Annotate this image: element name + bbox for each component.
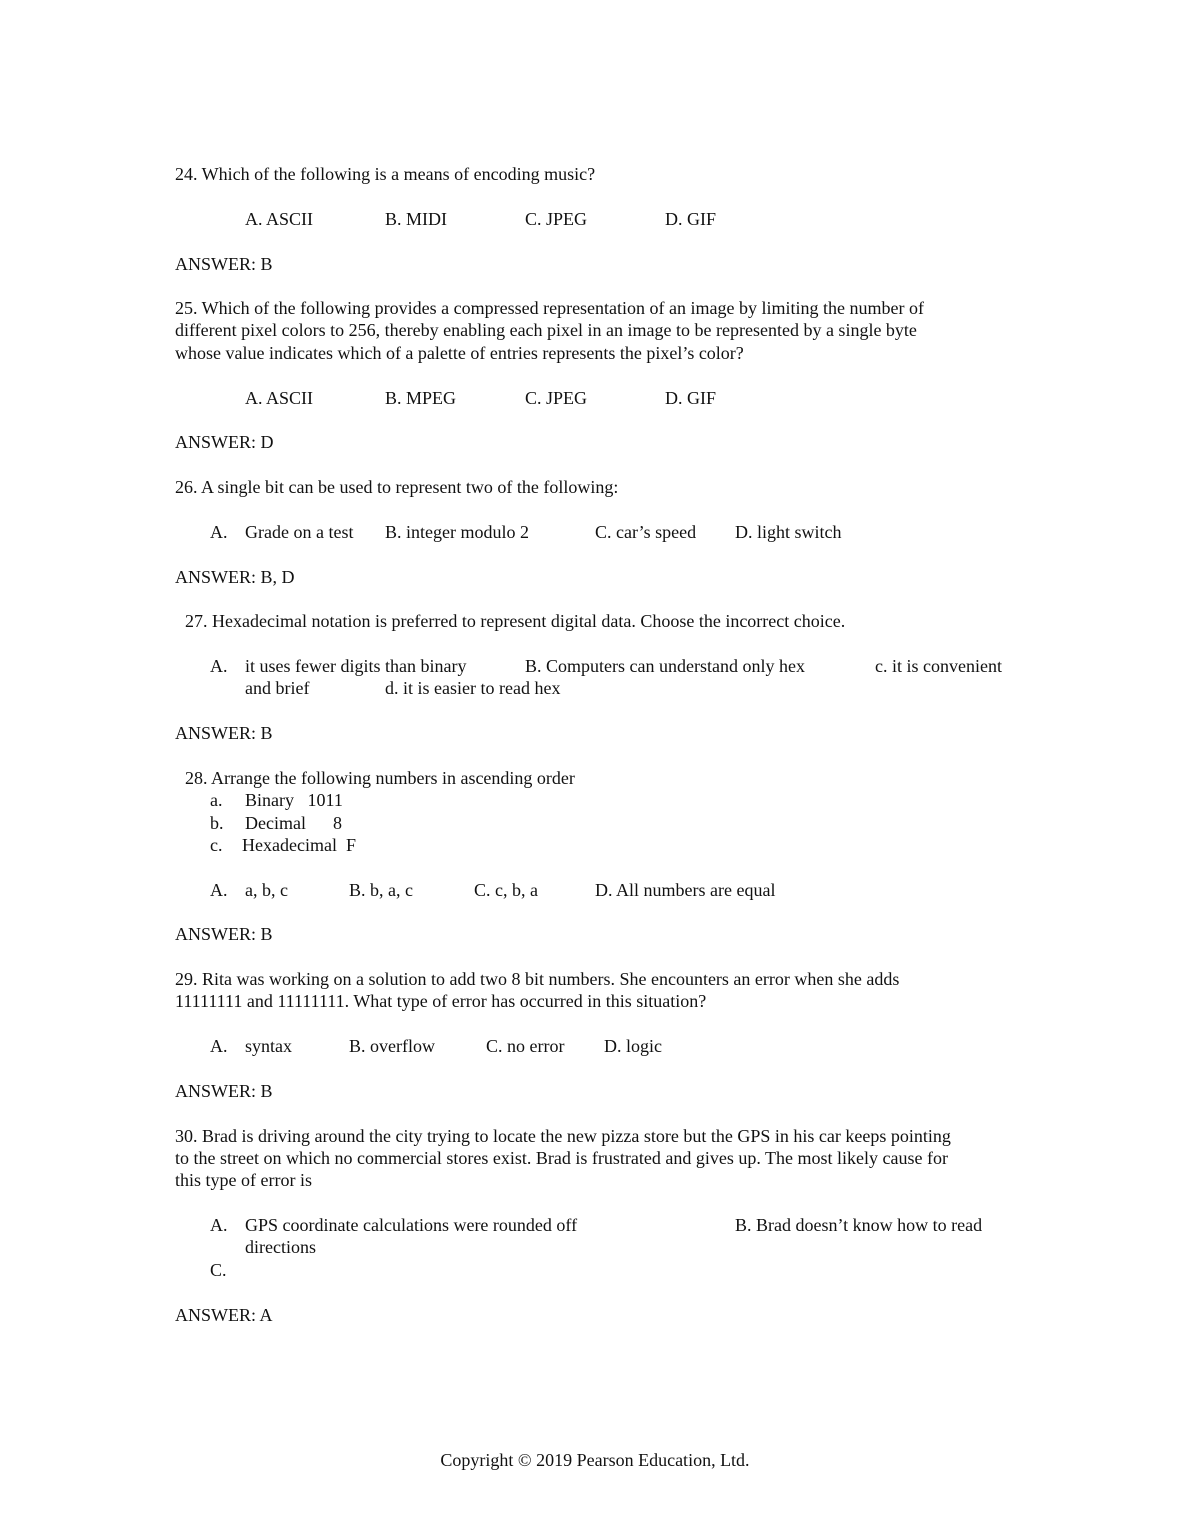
q26-answer: ANSWER: B, D <box>175 567 295 587</box>
q29-option-a: syntax <box>245 1036 292 1056</box>
question-25-line-1: 25. Which of the following provides a compressed representation of an image by limiting the number of <box>175 298 924 318</box>
q30-option-c-letter: C. <box>210 1260 227 1280</box>
q30-option-a: GPS coordinate calculations were rounded off <box>245 1215 578 1235</box>
q30-option-a-letter: A. <box>210 1215 228 1235</box>
q25-option-a: A. ASCII <box>245 388 314 408</box>
q27-option-b: B. Computers can understand only hex <box>525 656 805 676</box>
q25-option-d: D. GIF <box>665 388 717 408</box>
question-27: 27. Hexadecimal notation is preferred to represent digital data. Choose the incorrect choice. <box>185 611 846 631</box>
q29-option-a-letter: A. <box>210 1036 228 1056</box>
question-25-line-2: different pixel colors to 256, thereby enabling each pixel in an image to be represented by a single byte <box>175 320 917 340</box>
question-25-line-3: whose value indicates which of a palette of entries represents the pixel’s color? <box>175 343 744 363</box>
q29-answer: ANSWER: B <box>175 1081 273 1101</box>
question-30-line-3: this type of error is <box>175 1170 312 1190</box>
q28-item-c-letter: c. <box>210 835 223 855</box>
q27-option-a-letter: A. <box>210 656 228 676</box>
q29-option-b: B. overflow <box>349 1036 435 1056</box>
q28-item-a: Binary 1011 <box>245 790 343 810</box>
question-29-line-2: 11111111 and 11111111. What type of error has occurred in this situation? <box>175 991 707 1011</box>
q28-item-b: Decimal 8 <box>245 813 342 833</box>
q29-option-d: D. logic <box>604 1036 662 1056</box>
q26-option-a-letter: A. <box>210 522 228 542</box>
copyright-footer: Copyright © 2019 Pearson Education, Ltd. <box>440 1450 750 1470</box>
question-28: 28. Arrange the following numbers in ascending order <box>185 768 575 788</box>
question-26: 26. A single bit can be used to represent two of the following: <box>175 477 619 497</box>
q27-option-c: c. it is convenient <box>875 656 1002 676</box>
q30-answer: ANSWER: A <box>175 1305 273 1325</box>
q24-option-c: C. JPEG <box>525 209 588 229</box>
q26-option-c: C. car’s speed <box>595 522 697 542</box>
q27-answer: ANSWER: B <box>175 723 273 743</box>
q30-option-b-continued: directions <box>245 1237 316 1257</box>
question-30-line-1: 30. Brad is driving around the city trying to locate the new pizza store but the GPS in his car keeps pointing <box>175 1126 951 1146</box>
q24-option-b: B. MIDI <box>385 209 447 229</box>
q28-item-a-letter: a. <box>210 790 223 810</box>
q25-option-c: C. JPEG <box>525 388 588 408</box>
q28-answer: ANSWER: B <box>175 924 273 944</box>
q26-option-a: Grade on a test <box>245 522 354 542</box>
question-29-line-1: 29. Rita was working on a solution to add two 8 bit numbers. She encounters an error when she adds <box>175 969 900 989</box>
q26-option-d: D. light switch <box>735 522 842 542</box>
q28-option-b: B. b, a, c <box>349 880 413 900</box>
q24-option-a: A. ASCII <box>245 209 314 229</box>
q27-option-c-continued: and brief <box>245 678 310 698</box>
q28-option-a-letter: A. <box>210 880 228 900</box>
q30-option-b: B. Brad doesn’t know how to read <box>735 1215 983 1235</box>
q28-option-c: C. c, b, a <box>474 880 538 900</box>
q28-item-b-letter: b. <box>210 813 224 833</box>
q29-option-c: C. no error <box>486 1036 565 1056</box>
q27-option-a: it uses fewer digits than binary <box>245 656 467 676</box>
q24-option-d: D. GIF <box>665 209 717 229</box>
q28-option-d: D. All numbers are equal <box>595 880 776 900</box>
q24-answer: ANSWER: B <box>175 254 273 274</box>
q27-option-d: d. it is easier to read hex <box>385 678 561 698</box>
q26-option-b: B. integer modulo 2 <box>385 522 529 542</box>
q28-item-c: Hexadecimal F <box>242 835 356 855</box>
question-30-line-2: to the street on which no commercial stores exist. Brad is frustrated and gives up. The most likely cause for <box>175 1148 948 1168</box>
q25-answer: ANSWER: D <box>175 432 274 452</box>
question-24: 24. Which of the following is a means of encoding music? <box>175 164 596 184</box>
q28-option-a: a, b, c <box>245 880 288 900</box>
q25-option-b: B. MPEG <box>385 388 457 408</box>
